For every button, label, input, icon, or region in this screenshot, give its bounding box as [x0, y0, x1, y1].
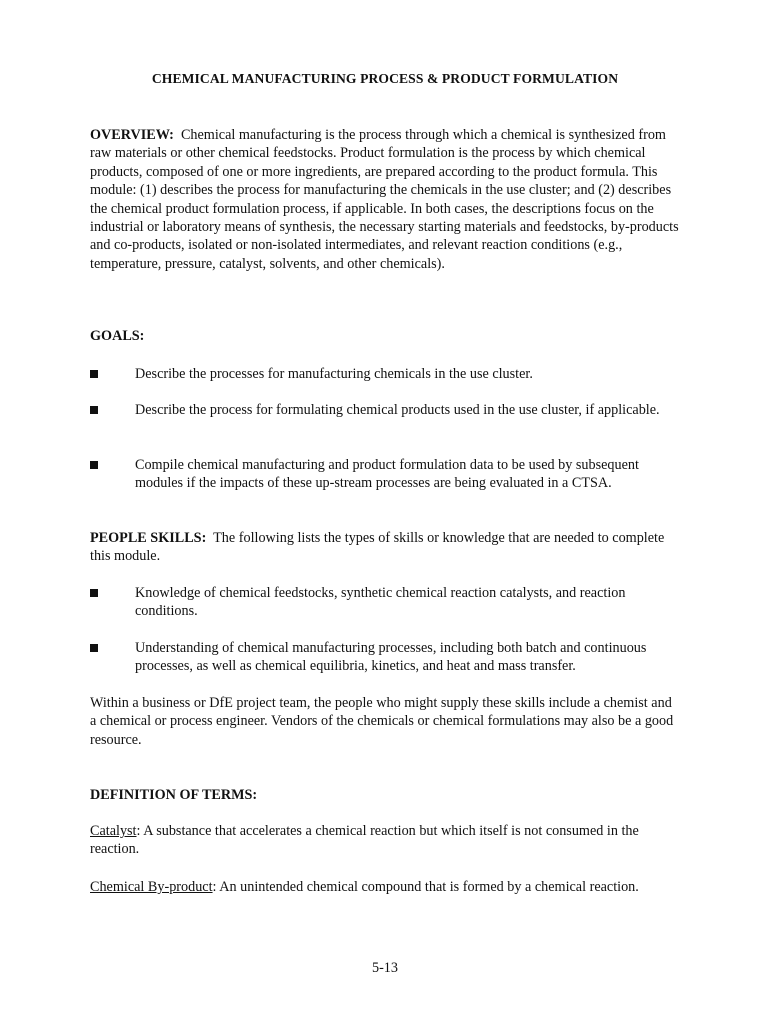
people-skills-bullet-text: Understanding of chemical manufacturing processes, including both batch and continuous processes, as well as chemical equilibria, kinetics, and heat and mass transfer.	[135, 640, 647, 675]
people-skills-paragraph	[90, 529, 680, 566]
bullet-square-icon	[90, 589, 98, 597]
overview-paragraph	[90, 126, 680, 273]
goals-bullet-text: Compile chemical manufacturing and product formulation data to be used by subsequent modules if the impacts of these up-stream processes are being evaluated in a CTSA.	[135, 457, 639, 492]
people-skills-intro: The following lists the types of skills or knowledge that are needed to complete this module.	[90, 530, 665, 565]
people-skills-bullet-text: Knowledge of chemical feedstocks, synthetic chemical reaction catalysts, and reaction conditions.	[135, 585, 626, 620]
people-skills-closing: Within a business or DfE project team, the people who might supply these skills include a chemist and a chemical or process engineer. Vendors of the chemicals or chemical formulations may also be a good resource.	[90, 695, 674, 748]
overview-text: Chemical manufacturing is the process through which a chemical is synthesized from raw materials or other chemical feedstocks. Product formulation is the process by which chemical products, composed of one or more ingredients, are prepared according to the product formula. This module: (1) describes the process for manufacturing the chemicals in the use cluster; and (2) describes the chemical product formulation process, if applicable. In both cases, the descriptions focus on the industrial or laboratory means of synthesis, the necessary starting materials and feedstocks, by-products and co-products, isolated or non-isolated intermediates, and relevant reaction conditions (e.g., temperature, pressure, catalyst, solvents, and other chemicals).	[90, 127, 679, 272]
page-number: 5-13	[371, 960, 398, 976]
goals-bullet-text: Describe the process for formulating chemical products used in the use cluster, if applicable.	[135, 402, 660, 418]
definition-text: : An unintended chemical compound that is formed by a chemical reaction.	[212, 879, 639, 895]
goals-heading: GOALS:	[90, 328, 145, 344]
bullet-square-icon	[90, 370, 98, 378]
bullet-square-icon	[90, 644, 98, 652]
goals-bullet-text: Describe the processes for manufacturing chemicals in the use cluster.	[135, 366, 533, 382]
overview-heading: OVERVIEW:	[90, 127, 174, 143]
document-page	[90, 0, 680, 1024]
bullet-square-icon	[90, 406, 98, 414]
definition-text: : A substance that accelerates a chemical reaction but which itself is not consumed in the reaction.	[90, 823, 639, 858]
definitions-heading: DEFINITION OF TERMS:	[90, 787, 258, 803]
bullet-square-icon	[90, 461, 98, 469]
definition-term: Catalyst	[90, 823, 137, 839]
definition-term: Chemical By-product	[90, 879, 213, 895]
people-skills-heading: PEOPLE SKILLS:	[90, 530, 207, 546]
definition-chemical-by-product	[90, 878, 680, 896]
definition-catalyst	[90, 822, 680, 859]
document-title: CHEMICAL MANUFACTURING PROCESS & PRODUCT FORMULATION	[151, 71, 619, 86]
